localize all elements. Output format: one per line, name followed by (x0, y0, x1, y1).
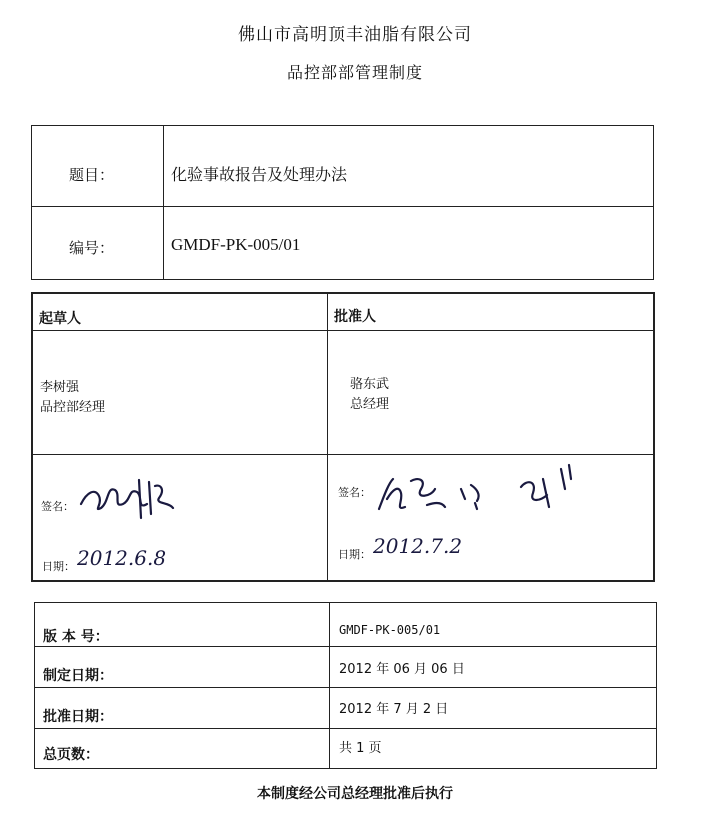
version-label: 版 本 号： (43, 629, 109, 645)
document-subtitle: 品控部部管理制度 (286, 63, 423, 82)
version-table (34, 602, 657, 769)
total-pages-value: 共 1 页 (339, 741, 382, 756)
drafter-name: 李树强 (40, 380, 80, 395)
drafter-signature (77, 474, 187, 524)
footer-note: 本制度经公司总经理批准后执行 (257, 786, 453, 802)
version-value: GMDF-PK-005/01 (339, 623, 441, 637)
company-name: 佛山市高明顶丰油脂有限公司 (238, 25, 472, 45)
approver-name: 骆东武 (350, 377, 390, 392)
approver-title: 总经理 (350, 397, 390, 412)
number-value: GMDF-PK-005/01 (171, 235, 301, 254)
drafter-sign-label: 签名： (41, 500, 74, 513)
document-info-table (31, 125, 654, 280)
total-pages-label: 总页数： (43, 747, 99, 763)
drafter-title: 品控部经理 (40, 400, 106, 415)
title-label: 题目： (69, 166, 115, 184)
drafter-header: 起草人 (39, 311, 81, 327)
number-label: 编号： (69, 239, 115, 257)
approver-date: 2012.7.2 (373, 534, 463, 558)
drafter-date-label: 日期： (42, 560, 75, 573)
title-value: 化验事故报告及处理办法 (171, 165, 348, 184)
approver-sign-label: 签名： (338, 486, 371, 499)
approver-header: 批准人 (334, 309, 376, 325)
approved-date-label: 批准日期： (43, 709, 113, 725)
approval-table (31, 292, 655, 582)
drafter-date: 2012.6.8 (77, 546, 167, 570)
approver-signature (371, 459, 601, 529)
approver-date-label: 日期： (338, 548, 371, 561)
created-date-value: 2012 年 06 月 06 日 (339, 662, 465, 677)
approved-date-value: 2012 年 7 月 2 日 (339, 702, 449, 717)
created-date-label: 制定日期： (43, 668, 113, 684)
